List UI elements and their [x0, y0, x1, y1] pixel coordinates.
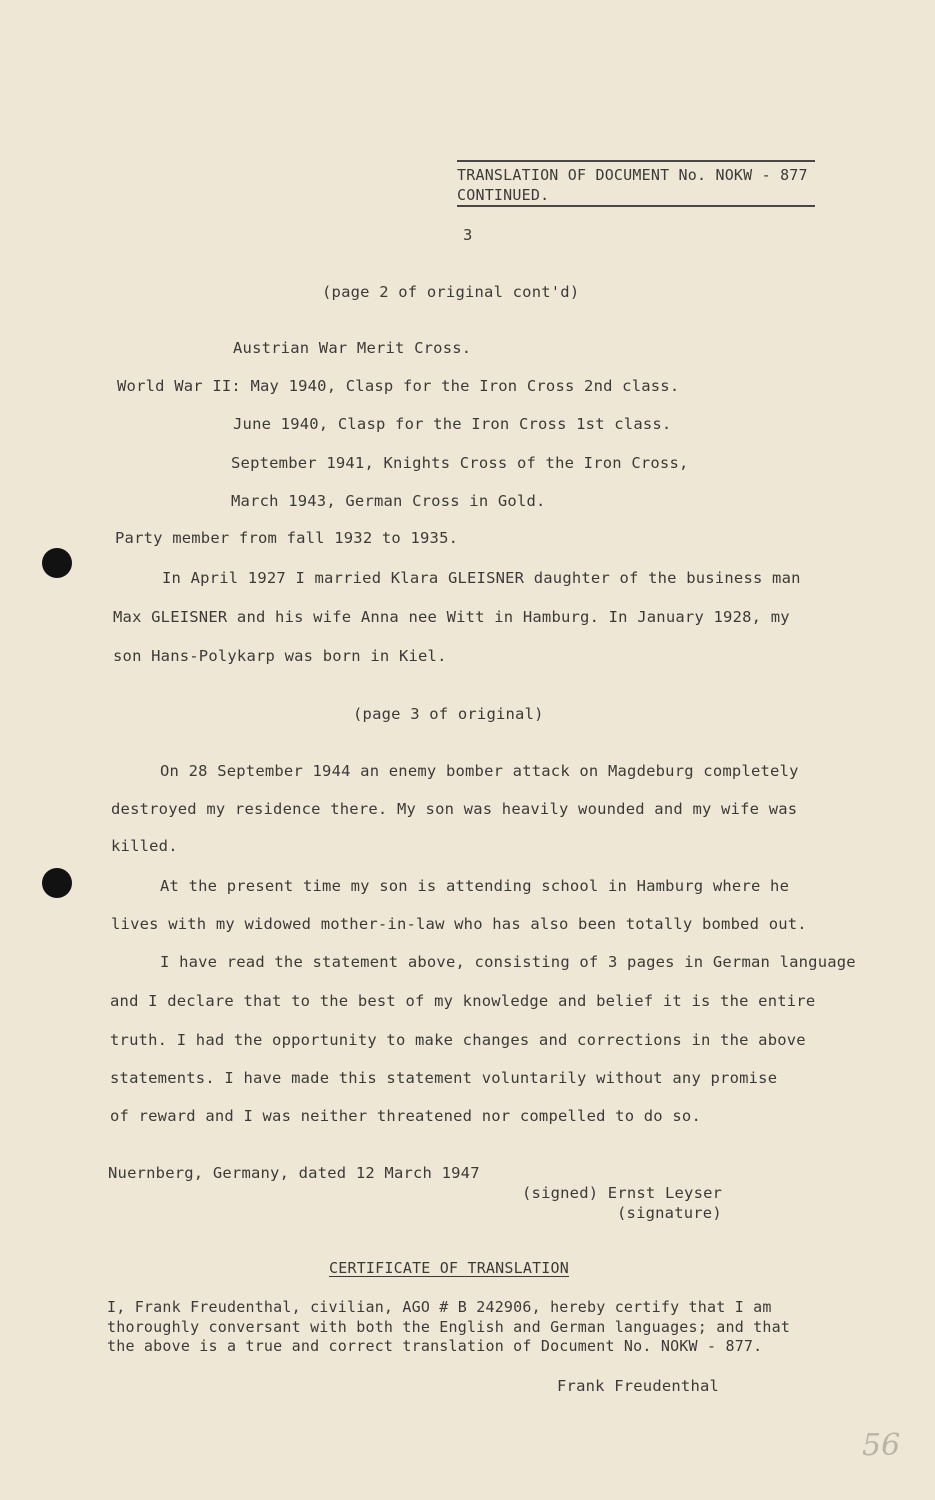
marriage-line: In April 1927 I married Klara GLEISNER daughter of the business man — [162, 569, 801, 587]
header-title: TRANSLATION OF DOCUMENT No. NOKW - 877 — [457, 166, 808, 184]
declaration-line: and I declare that to the best of my knowledge and belief it is the entire — [110, 992, 816, 1010]
declaration-line: of reward and I was neither threatened nor compelled to do so. — [110, 1107, 701, 1125]
translator-signature: Frank Freudenthal — [557, 1377, 720, 1395]
award-line: September 1941, Knights Cross of the Iron Cross, — [231, 454, 689, 472]
page-number: 3 — [463, 226, 473, 244]
award-line: June 1940, Clasp for the Iron Cross 1st class. — [233, 415, 672, 433]
header-bottom-rule — [457, 205, 815, 207]
punch-hole-bottom — [42, 868, 72, 898]
page-note-original: (page 3 of original) — [353, 705, 544, 723]
certificate-line: the above is a true and correct translation of Document No. NOKW - 877. — [107, 1337, 763, 1355]
bombing-line: killed. — [111, 837, 178, 855]
certificate-line: I, Frank Freudenthal, civilian, AGO # B 242906, hereby certify that I am — [107, 1298, 772, 1316]
page-note-cont: (page 2 of original cont'd) — [322, 283, 580, 301]
bombing-line: destroyed my residence there. My son was heavily wounded and my wife was — [111, 800, 798, 818]
marriage-line: son Hans-Polykarp was born in Kiel. — [113, 647, 447, 665]
header-continued: CONTINUED. — [457, 186, 550, 204]
declaration-line: truth. I had the opportunity to make changes and corrections in the above — [110, 1031, 806, 1049]
punch-hole-top — [42, 548, 72, 578]
declaration-line: statements. I have made this statement voluntarily without any promise — [110, 1069, 778, 1087]
son-line: lives with my widowed mother-in-law who has also been totally bombed out. — [111, 915, 807, 933]
award-line: Austrian War Merit Cross. — [233, 339, 472, 357]
bombing-line: On 28 September 1944 an enemy bomber attack on Magdeburg completely — [160, 762, 799, 780]
award-line: World War II: May 1940, Clasp for the Iron Cross 2nd class. — [117, 377, 680, 395]
party-membership: Party member from fall 1932 to 1935. — [115, 529, 459, 547]
certificate-title: CERTIFICATE OF TRANSLATION — [329, 1259, 569, 1277]
place-date: Nuernberg, Germany, dated 12 March 1947 — [108, 1164, 480, 1182]
certificate-line: thoroughly conversant with both the English and German languages; and that — [107, 1318, 791, 1336]
signature-note: (signature) — [617, 1204, 722, 1222]
declaration-line: I have read the statement above, consisting of 3 pages in German language — [160, 953, 856, 971]
marriage-line: Max GLEISNER and his wife Anna nee Witt in Hamburg. In January 1928, my — [113, 608, 790, 626]
folio-number: 56 — [862, 1428, 901, 1463]
signed-line: (signed) Ernst Leyser — [522, 1184, 723, 1202]
header-top-rule — [457, 160, 815, 162]
award-line: March 1943, German Cross in Gold. — [231, 492, 546, 510]
son-line: At the present time my son is attending school in Hamburg where he — [160, 877, 790, 895]
